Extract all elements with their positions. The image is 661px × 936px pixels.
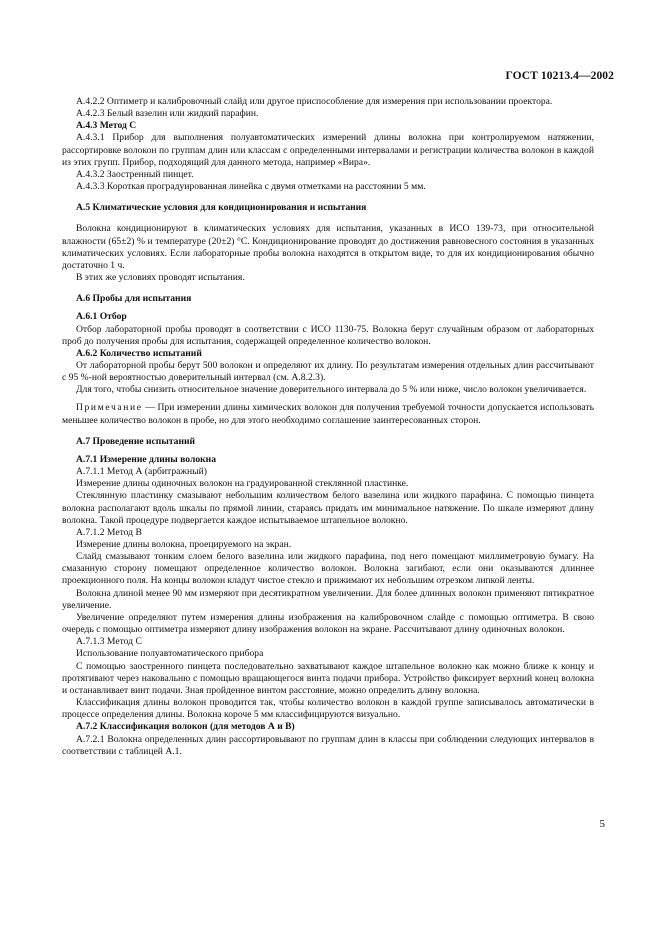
paragraph-confidence: Для того, чтобы снизить относительное значение доверительного интервала до 5 % или ниже, число волокон увеличивается. <box>76 384 587 396</box>
paragraph-a721: А.7.2.1 Волокна определенных длин рассортировывают по группам длин в классы при соблюдении следующих интервалов в соответствии с таблицей А.1. <box>62 733 594 757</box>
paragraph-method-a-procedure: Стеклянную пластинку смазывают небольшим количеством белого вазелина или жидкого парафина. С помощью пинцета волокна располагают вдоль шкалы по прямой линии, стараясь придать им минимальное натяжение. По шкале измеряют длину волокна. Такой процедуре подвергается каждое испытываемое штапельное волокно. <box>62 490 594 526</box>
paragraph-conditioning: Волокна кондиционируют в климатических условиях для испытания, указанных в ИСО 139-73, при относительной влажности (65±2) % и температуре (20±2) °С. Кондиционирование проводят до достижения равновесного состояния в указанных климатических условиях. Если лабораторные пробы волокна находятся в открытом виде, то для их кондиционирования обычно достаточно 1 ч. <box>62 223 594 271</box>
heading-a43: А.4.3 Метод С <box>76 120 137 132</box>
paragraph-a713: А.7.1.3 Метод С <box>76 636 142 648</box>
section-heading-a7: А.7 Проведение испытаний <box>76 435 196 447</box>
heading-a62: А.6.2 Количество испытаний <box>76 347 202 359</box>
paragraph-testing-conditions: В этих же условиях проводят испытания. <box>76 272 245 284</box>
document-body <box>62 96 594 758</box>
section-heading-a5: А.5 Климатические условия для кондиционирования и испытания <box>76 202 367 214</box>
paragraph-method-b-desc: Измерение длины волокна, проецируемого на экран. <box>76 539 292 550</box>
paragraph-classification: Классификация длины волокон проводится так, чтобы количество волокон в каждой группе записывалось автоматически в процессе определения длины. Волокна короче 5 мм классифицируются визуально. <box>62 697 594 721</box>
page-number: 5 <box>599 818 605 830</box>
paragraph-a423: А.4.2.3 Белый вазелин или жидкий парафин. <box>76 108 259 120</box>
paragraph-a432: А.4.3.2 Заостренный пинцет. <box>76 168 194 180</box>
paragraph-a433: А.4.3.3 Короткая проградуированная линейка с двумя отметками на расстоянии 5 мм. <box>76 181 426 193</box>
paragraph-a711: А.7.1.1 Метод А (арбитражный) <box>76 466 207 478</box>
paragraph-test-count: От лабораторной пробы берут 500 волокон и определяют их длину. По результатам измерения отдельных длин рассчитывают с 95 %-ной вероятностью доверительный интервал (см. А.8.2.3). <box>62 359 594 384</box>
heading-a71: А.7.1 Измерение длины волокна <box>76 453 216 465</box>
note <box>62 402 594 426</box>
heading-a61: А.6.1 Отбор <box>76 311 127 323</box>
heading-a72: А.7.2 Классификация волокон (для методов А и В) <box>76 721 295 733</box>
paragraph-a431: А.4.3.1 Прибор для выполнения полуавтоматических измерений длины волокна при контролируемом натяжении, рассортировке волокон по группам длин или классам с определенными интервалами и регистрации количества волокон в каждой из этих групп. Прибор, подходящий для данного метода, например «Вира». <box>62 132 594 168</box>
paragraph-optimeter: Увеличение определяют путем измерения длины изображения на калибровочном слайде с помощью оптиметра. В свою очередь с помощью оптиметра измеряют длину изображения волокон на экране. Рассчитывают длину одиночных волокон. <box>62 611 594 636</box>
note-label: Примечание <box>76 402 143 414</box>
paragraph-magnification: Волокна длиной менее 90 мм измеряют при десятикратном увеличении. Для более длинных волокон применяют пятикратное увеличение. <box>62 587 594 611</box>
paragraph-slide-prep: Слайд смазывают тонким слоем белого вазелина или жидкого парафина, под него помещают миллиметровую бумагу. На смазанную сторону помещают определенное количество волокон. Волокна загибают, если они оказываются длиннее проекционного поля. На концы волокон кладут чистое стекло и прижимают их небольшим отрезком липкой ленты. <box>62 551 594 587</box>
paragraph-tweezers: С помощью заостренного пинцета последовательно захватывают каждое штапельное волокно как можно ближе к концу и протягивают через наковальню с помощью вращающегося винта подачи прибора. Устройство фиксирует верхний конец волокна и останавливает винт подачи. Зная пройденное винтом расстояние, можно определить длину волокна. <box>62 660 594 696</box>
note-text: — При измерении длины химических волокон для получения требуемой точности допускается использовать меньшее количество волокон в пробе, но для этого необходимо соглашение заинтересованных сторон. <box>62 402 594 426</box>
paragraph-a712: А.7.1.2 Метод В <box>76 526 142 538</box>
paragraph-sampling: Отбор лабораторной пробы проводят в соответствии с ИСО 1130-75. Волокна берут случайным образом от лабораторных проб до получения пробы для испытания, содержащей определенное количество волокон. <box>62 323 594 347</box>
page-header: ГОСТ 10213.4—2002 <box>505 70 614 82</box>
paragraph-method-c-desc: Использование полуавтоматического прибора <box>76 648 264 660</box>
section-heading-a6: А.6 Пробы для испытания <box>76 293 192 305</box>
paragraph-method-a-desc: Измерение длины одиночных волокон на градуированной стеклянной пластинке. <box>76 478 409 490</box>
paragraph-a422: А.4.2.2 Оптиметр и калибровочный слайд или другое приспособление для измерения при использовании проектора. <box>76 96 553 107</box>
